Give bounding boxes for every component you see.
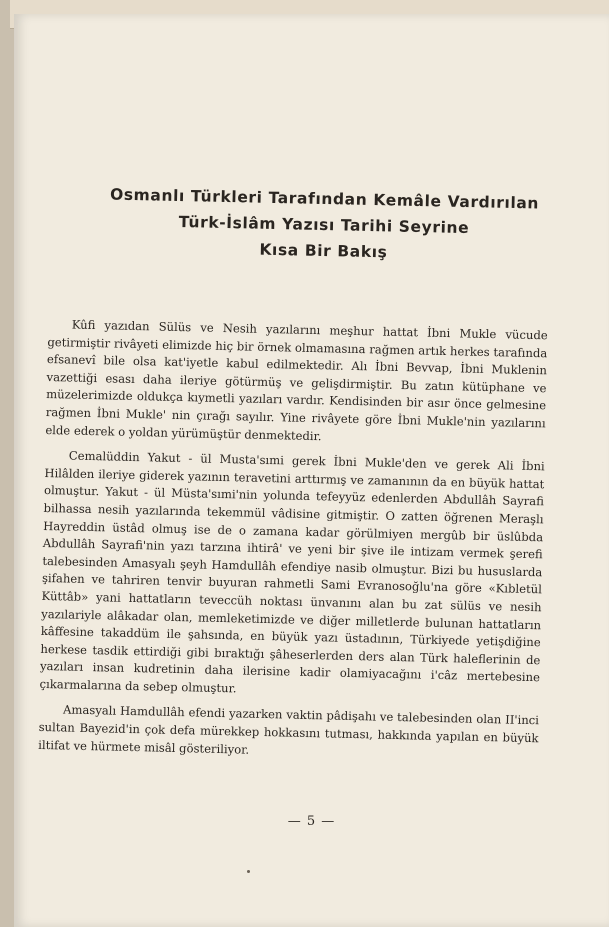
body-text <box>38 316 548 773</box>
title-line-3: Kısa Bir Bakış <box>259 240 388 262</box>
title-line-2: Türk-İslâm Yazısı Tarihi Seyrine <box>178 212 470 238</box>
title-line-1: Osmanlı Türkleri Tarafından Kemâle Vardırılan <box>109 185 540 213</box>
paragraph-1: Kûfi yazıdan Sülüs ve Nesih yazılarını meşhur hattat İbni Mukle vücude getirmiştir rivâyeti elimizde hiç bir örnek olmamasına rağmen artık herkes tarafında efsanevî bile olsa kat'iyetle kabul edilmektedir. Alı İbni Bevvap, İbni Muklenin vazettiği esası daha ileriye götürmüş ve gelişdirmiştir. Bu zatın kütüphane ve müzelerimizde oldukça kıymetli yazıları vardır. Kendisinden bir asır önce gelmesine rağmen İbni Mukle' nin çırağı sayılır. Yine rivâyete göre İbni Mukle'nin yazılarını elde ederek o yoldan yürümüştür denmektedir. <box>45 317 548 443</box>
paragraph-3: Amasyalı Hamdullâh efendi yazarken vaktin pâdişahı ve talebesinden olan II'inci sultan Bayezid'in çok defa mürekkep hokkasını tutması, hakkında yapılan en büyük iltifat ve hürmete misâl gösteriliyor. <box>38 702 540 757</box>
page-number: — 5 — <box>287 814 336 829</box>
paragraph-2: Cemalüddin Yakut - ül Musta'sımi gerek İbni Mukle'den ve gerek Ali İbni Hilâlden ileriye giderek yazının teravetini arttırmış ve zamanının da en büyük hattat olmuştur. Yakut - ül Müsta'sımi'nin yolunda tefeyyüz edenlerden Abdullâh Sayrafi bilhassa nesih yazılarında tekemmül vâdisine gitmiştir. O zatten öğrenen Meraşlı Hayreddin üstâd olmuş ise de o zamana kadar görülmiyen mergûb bir üslûbda Abdullâh Sayrafi'nin yazı tarzına ihtirâ' ve yeni bir şive ile intizam vermek şerefi talebesinden Amasyalı şeyh Hamdullâh efendiye nasib olmuştur. Bizi bu hususlarda şifahen ve tahriren tenvir buyuran rahmetli Sami Evranosoğlu'na göre «Kıbletül Küttâb» yani hattatların teveccüh noktası ünvanını alan bu zat sülüs ve nesih yazılariyle alâkadar olan, memleketimizde ve diğer milletlerde bulunan hattatların kâffesine takaddüm ile şahsında, en büyük yazı üstadının, Türkiyede yetişdiğine herkese tasdik ettirdiği gibi bıraktığı şâheserlerden ders alan Türk haleflerinin de yazıları insan kudretinin daha ilerisine kadir olamiyacağını i'câz mertebesine çıkarmalarına da sebep olmuştur. <box>39 448 545 696</box>
chapter-title <box>73 181 575 269</box>
ink-speck <box>247 870 250 873</box>
book-page <box>14 14 609 927</box>
